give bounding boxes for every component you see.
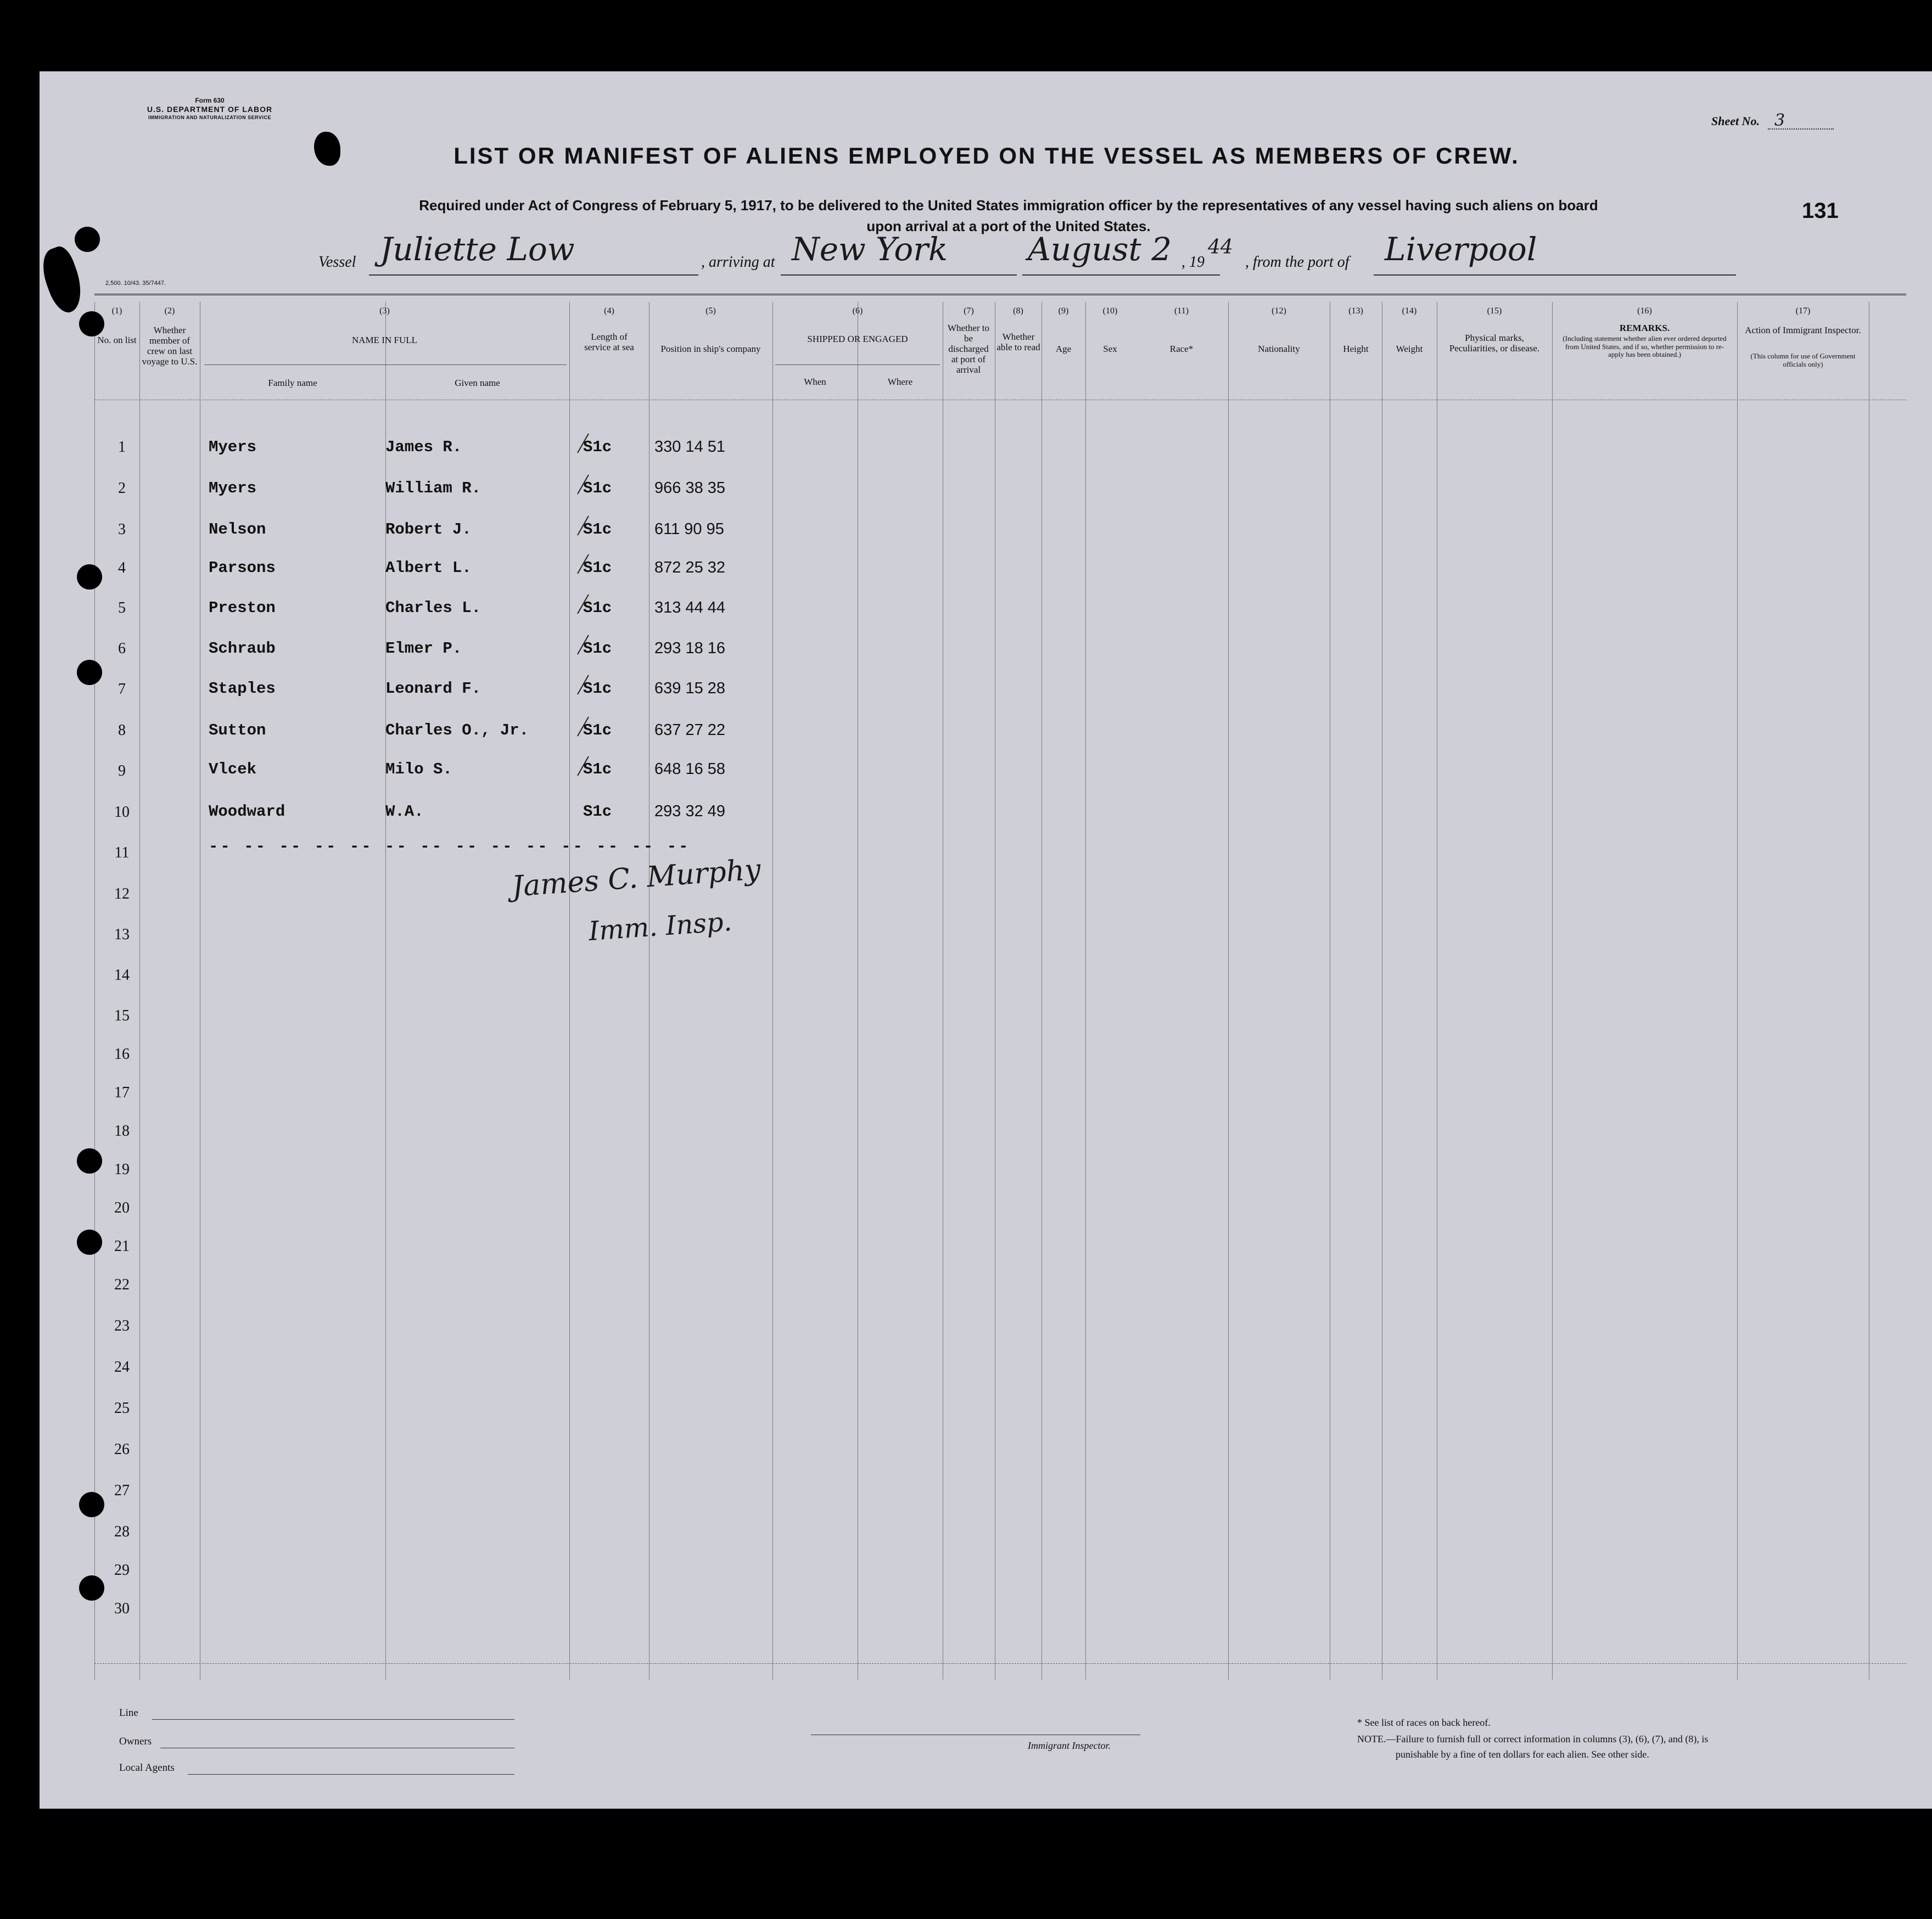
sheet-number: 3 xyxy=(1774,111,1785,130)
given-name: Robert J. xyxy=(385,520,472,538)
col-3-number: (3) xyxy=(379,306,390,316)
punch-hole xyxy=(77,564,102,590)
family-name: Woodward xyxy=(209,803,285,821)
row-number: 17 xyxy=(114,1084,130,1101)
col-2-number: (2) xyxy=(164,306,175,316)
row-number: 3 xyxy=(118,521,126,538)
family-name: Vlcek xyxy=(209,760,257,778)
inspector-signature: James C. Murphy xyxy=(511,853,762,904)
col-7-number: (7) xyxy=(964,306,974,316)
length-of-service: S1c xyxy=(583,721,612,739)
row-number: 29 xyxy=(114,1562,130,1579)
col-5-number: (5) xyxy=(705,306,716,316)
position-number: 330 14 51 xyxy=(654,438,726,456)
department-name: U.S. DEPARTMENT OF LABOR xyxy=(147,105,273,114)
when-header: When xyxy=(804,377,826,387)
service-name: IMMIGRATION AND NATURALIZATION SERVICE xyxy=(148,114,271,120)
given-name-header: Given name xyxy=(455,378,500,388)
from-port-underline xyxy=(1374,274,1736,276)
row-number: 24 xyxy=(114,1359,130,1376)
length-of-service: S1c xyxy=(583,559,612,577)
length-of-service: S1c xyxy=(583,438,612,456)
given-name: Elmer P. xyxy=(385,639,462,658)
given-name: Charles O., Jr. xyxy=(385,721,529,739)
family-name: Staples xyxy=(209,680,276,698)
length-of-service: S1c xyxy=(583,760,612,778)
row-number: 28 xyxy=(114,1523,130,1540)
column-divider xyxy=(1228,302,1229,1680)
arrival-year: 44 xyxy=(1208,236,1233,259)
given-name: Charles L. xyxy=(385,599,481,617)
sheet-underline xyxy=(1768,128,1834,130)
column-divider xyxy=(1085,302,1086,1680)
col-2-header: Whether member of crew on last voyage to U.S. xyxy=(142,325,198,367)
row-number: 18 xyxy=(114,1123,130,1140)
subtitle-line-1: Required under Act of Congress of February 5, 1917, to be delivered to the United States immigration officer by the representatives of any vessel having such aliens on board xyxy=(419,197,1598,214)
col-1-header: No. on list xyxy=(97,335,137,345)
col-10-header: Sex xyxy=(1103,344,1117,354)
position-number: 648 16 58 xyxy=(654,760,726,778)
col-8-header: Whether able to read xyxy=(996,332,1040,353)
col-9-header: Age xyxy=(1055,344,1072,354)
row-number: 22 xyxy=(114,1276,130,1293)
col-14-header: Weight xyxy=(1396,344,1423,354)
col-11-header: Race* xyxy=(1169,344,1194,354)
row-number-column xyxy=(40,71,204,1809)
row-number: 16 xyxy=(114,1046,130,1063)
col-13-number: (13) xyxy=(1348,306,1363,316)
line-label: Line xyxy=(119,1707,138,1719)
subtitle-line-2: upon arrival at a port of the United States. xyxy=(866,217,1151,234)
col-15-number: (15) xyxy=(1487,306,1502,316)
given-name: W.A. xyxy=(385,803,424,821)
given-name: Milo S. xyxy=(385,760,452,778)
header-rule-top xyxy=(94,294,1906,295)
col-6-header: SHIPPED OR ENGAGED xyxy=(807,334,908,344)
given-name: William R. xyxy=(385,479,481,497)
punch-hole xyxy=(77,660,102,685)
col-11-number: (11) xyxy=(1174,306,1189,316)
row-number: 21 xyxy=(114,1238,130,1255)
document-title: LIST OR MANIFEST OF ALIENS EMPLOYED ON THE VESSEL AS MEMBERS OF CREW. xyxy=(453,143,1520,169)
vessel-label: Vessel xyxy=(318,254,356,271)
row-number: 19 xyxy=(114,1161,130,1178)
immigrant-inspector-label: Immigrant Inspector. xyxy=(1028,1740,1111,1751)
page-number: 131 xyxy=(1802,199,1839,223)
punch-hole xyxy=(77,1148,102,1174)
position-number: 293 18 16 xyxy=(654,639,726,657)
name-subheader-rule xyxy=(204,364,567,365)
row-number: 10 xyxy=(114,804,130,821)
row-number: 6 xyxy=(118,640,126,657)
col-3-header: NAME IN FULL xyxy=(352,335,417,345)
sheet-label: Sheet No. xyxy=(1711,114,1760,128)
column-divider xyxy=(1737,302,1738,1680)
row-number: 26 xyxy=(114,1441,130,1458)
length-of-service: S1c xyxy=(583,803,612,821)
position-number: 313 44 44 xyxy=(654,599,726,616)
local-agents-underline xyxy=(188,1774,514,1775)
family-name: Sutton xyxy=(209,721,266,739)
print-code: 2,500. 10/43. 35/7447. xyxy=(105,280,166,287)
given-name: Leonard F. xyxy=(385,680,481,698)
col-7-header: Whether to be discharged at port of arrival xyxy=(948,323,989,375)
row-number: 30 xyxy=(114,1600,130,1617)
col-16-note: (Including statement whether alien ever ordered deported from United States, and if so, whether permission to re-apply has been obtained.) xyxy=(1563,334,1727,359)
col-4-number: (4) xyxy=(604,306,614,316)
col-9-number: (9) xyxy=(1058,306,1069,316)
given-name: Albert L. xyxy=(385,559,472,577)
from-port: Liverpool xyxy=(1385,231,1537,268)
col-16-header: REMARKS. xyxy=(1619,323,1670,333)
inspector-signature-title: Imm. Insp. xyxy=(587,906,733,947)
arriving-label: , arriving at xyxy=(701,254,775,271)
where-header: Where xyxy=(887,377,913,387)
row-number: 7 xyxy=(118,681,126,698)
row-number: 4 xyxy=(118,559,126,576)
position-number: 611 90 95 xyxy=(654,520,724,538)
row-number: 9 xyxy=(118,762,126,779)
family-name-header: Family name xyxy=(268,378,317,388)
row-number: 2 xyxy=(118,480,126,497)
col-17-number: (17) xyxy=(1795,306,1811,316)
row-number: 1 xyxy=(118,439,126,456)
column-divider xyxy=(1552,302,1553,1680)
manifest-sheet xyxy=(40,71,1932,1809)
punch-hole xyxy=(75,227,100,252)
owners-label: Owners xyxy=(119,1736,152,1747)
arrival-date: August 2 xyxy=(1028,231,1172,268)
fine-note-1: NOTE.—Failure to furnish full or correct information in columns (3), (6), (7), and (8), is xyxy=(1357,1733,1709,1744)
family-name: Parsons xyxy=(209,559,276,577)
col-16-number: (16) xyxy=(1637,306,1652,316)
col-14-number: (14) xyxy=(1402,306,1417,316)
shipped-subheader-rule xyxy=(775,364,940,365)
length-of-service: S1c xyxy=(583,520,612,538)
length-of-service: S1c xyxy=(583,479,612,497)
line-underline xyxy=(152,1719,514,1720)
service-slash-marks xyxy=(567,423,600,829)
col-4-header: Length of service at sea xyxy=(584,332,634,353)
col-12-number: (12) xyxy=(1272,306,1286,316)
punch-hole xyxy=(79,311,104,336)
row-number: 15 xyxy=(114,1007,130,1024)
form-number: Form 630 xyxy=(195,97,225,104)
arriving-underline xyxy=(781,274,1017,276)
arriving-port: New York xyxy=(792,231,948,268)
vessel-underline xyxy=(369,274,698,276)
row-number: 27 xyxy=(114,1482,130,1499)
col-15-header: Physical marks, Peculiarities, or disease. xyxy=(1449,333,1540,354)
col-8-number: (8) xyxy=(1013,306,1023,316)
position-number: 293 32 49 xyxy=(654,803,726,820)
col-12-header: Nationality xyxy=(1258,344,1300,354)
position-number: 637 27 22 xyxy=(654,721,726,739)
family-name: Myers xyxy=(209,438,257,456)
given-name: James R. xyxy=(385,438,462,456)
row-number: 23 xyxy=(114,1317,130,1334)
fine-note-2: punishable by a fine of ten dollars for each alien. See other side. xyxy=(1396,1749,1649,1760)
column-divider xyxy=(385,302,386,1680)
punch-hole xyxy=(77,1230,102,1255)
race-note: * See list of races on back hereof. xyxy=(1357,1717,1491,1728)
local-agents-label: Local Agents xyxy=(119,1762,175,1774)
col-10-number: (10) xyxy=(1102,306,1118,316)
column-divider xyxy=(772,302,773,1680)
col-1-number: (1) xyxy=(111,306,122,316)
row-number: 13 xyxy=(114,926,130,943)
from-port-label: , from the port of xyxy=(1245,254,1349,271)
position-number: 872 25 32 xyxy=(654,559,726,576)
col-17-header: Action of Immigrant Inspector. xyxy=(1745,325,1861,335)
footer-rule xyxy=(94,1663,1906,1664)
length-of-service: S1c xyxy=(583,680,612,698)
column-divider xyxy=(1041,302,1042,1680)
row-number: 14 xyxy=(114,967,130,984)
end-of-list-marker: -- -- -- -- -- -- -- -- -- -- -- -- -- -- xyxy=(209,838,691,856)
length-of-service: S1c xyxy=(583,599,612,617)
row-number: 12 xyxy=(114,885,130,902)
date-underline xyxy=(1022,274,1220,276)
family-name: Schraub xyxy=(209,639,276,658)
position-number: 639 15 28 xyxy=(654,680,726,697)
year-prefix: , 19 xyxy=(1181,254,1205,271)
row-number: 11 xyxy=(114,844,130,861)
col-17-note: (This column for use of Government officials only) xyxy=(1750,352,1856,368)
col-6-number: (6) xyxy=(852,306,863,316)
family-name: Nelson xyxy=(209,520,266,538)
row-number: 5 xyxy=(118,599,126,616)
length-of-service: S1c xyxy=(583,639,612,658)
family-name: Myers xyxy=(209,479,257,497)
row-number: 20 xyxy=(114,1199,130,1216)
position-number: 966 38 35 xyxy=(654,479,726,497)
punch-hole xyxy=(79,1492,104,1517)
col-5-header: Position in ship's company xyxy=(660,344,761,354)
col-13-header: Height xyxy=(1343,344,1369,354)
family-name: Preston xyxy=(209,599,276,617)
punch-hole xyxy=(79,1575,104,1601)
row-number: 25 xyxy=(114,1400,130,1417)
row-number: 8 xyxy=(118,722,126,739)
vessel-name: Juliette Low xyxy=(380,231,575,268)
